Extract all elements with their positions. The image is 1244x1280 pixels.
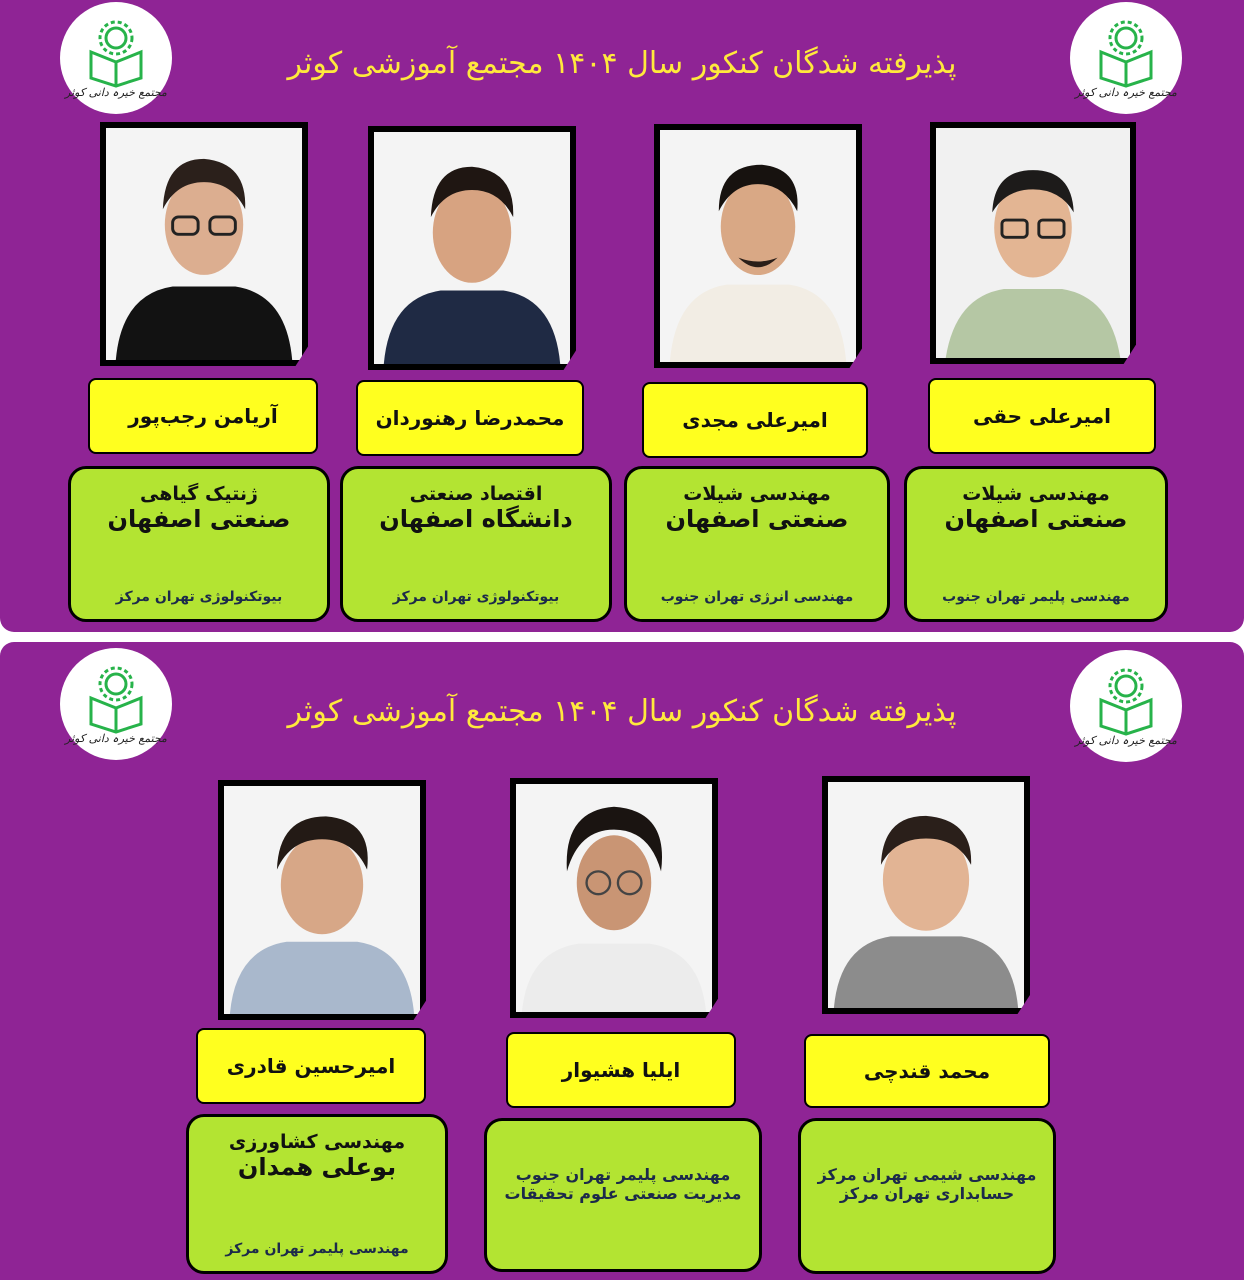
student-photo	[218, 780, 426, 1020]
field-major: مهندسی کشاورزی	[228, 1131, 406, 1153]
field-alternate: مهندسی انرژی تهران جنوب	[660, 589, 854, 605]
field-major: مهندسی شیلات	[683, 483, 831, 505]
student-field-card	[484, 1118, 762, 1272]
field-alternate: مهندسی پلیمر تهران جنوب	[942, 589, 1130, 605]
field-university: بوعلی همدان	[237, 1153, 397, 1181]
student-name: امیرعلی حقی	[928, 378, 1156, 454]
field-alternate: حسابداری تهران مرکز	[839, 1184, 1015, 1203]
logo-left-bottom	[60, 648, 172, 760]
student-photo	[368, 126, 576, 370]
student-field-card	[624, 466, 890, 622]
field-major: مهندسی پلیمر تهران جنوب	[515, 1165, 731, 1184]
logo-caption: مجتمع خیرہ دانی کوثر	[1075, 733, 1177, 747]
bottom-poster-panel	[0, 642, 1244, 1280]
student-photo	[654, 124, 862, 368]
field-major: اقتصاد صنعتی	[409, 483, 543, 505]
banner-title: پذیرفته شدگان کنکور سال ۱۴۰۴ مجتمع آموزشی کوثر	[287, 46, 957, 81]
field-alternate: بیوتکنولوژی تهران مرکز	[115, 589, 283, 605]
field-alternate: بیوتکنولوژی تهران مرکز	[392, 589, 560, 605]
logo-left-top	[60, 2, 172, 114]
student-photo	[930, 122, 1136, 364]
logo-caption: مجتمع خیرہ دانی کوثر	[65, 85, 167, 99]
student-field-card	[186, 1114, 448, 1274]
logo-right-bottom	[1070, 650, 1182, 762]
book-and-flower-logo-icon	[1091, 666, 1161, 736]
book-and-flower-logo-icon	[81, 664, 151, 734]
book-and-flower-logo-icon	[81, 18, 151, 88]
student-field-card	[904, 466, 1168, 622]
student-name: ایلیا هشیوار	[506, 1032, 736, 1108]
field-university: دانشگاه اصفهان	[379, 505, 573, 533]
student-photo	[822, 776, 1030, 1014]
field-major: ژنتیک گیاهی	[140, 483, 258, 505]
student-photo	[100, 122, 308, 366]
top-poster-panel	[0, 0, 1244, 632]
student-name: محمدرضا رهنوردان	[356, 380, 584, 456]
field-university: صنعتی اصفهان	[944, 505, 1128, 533]
banner-title: پذیرفته شدگان کنکور سال ۱۴۰۴ مجتمع آموزشی کوثر	[287, 694, 957, 729]
student-field-card	[340, 466, 612, 622]
student-name: امیرعلی مجدی	[642, 382, 868, 458]
field-university: صنعتی اصفهان	[665, 505, 849, 533]
logo-caption: مجتمع خیرہ دانی کوثر	[65, 731, 167, 745]
student-field-card	[798, 1118, 1056, 1274]
field-alternate: مهندسی پلیمر تهران مرکز	[225, 1241, 409, 1257]
student-photo	[510, 778, 718, 1018]
logo-caption: مجتمع خیرہ دانی کوثر	[1075, 85, 1177, 99]
student-name: امیرحسین قادری	[196, 1028, 426, 1104]
field-university: صنعتی اصفهان	[107, 505, 291, 533]
student-name: محمد قندچی	[804, 1034, 1050, 1108]
student-field-card	[68, 466, 330, 622]
field-major: مهندسی شیلات	[962, 483, 1110, 505]
logo-right-top	[1070, 2, 1182, 114]
student-name: آریامن رجب‌پور	[88, 378, 318, 454]
field-major: مهندسی شیمی تهران مرکز	[817, 1165, 1037, 1184]
field-alternate: مدیریت صنعتی علوم تحقیقات	[504, 1184, 742, 1203]
book-and-flower-logo-icon	[1091, 18, 1161, 88]
